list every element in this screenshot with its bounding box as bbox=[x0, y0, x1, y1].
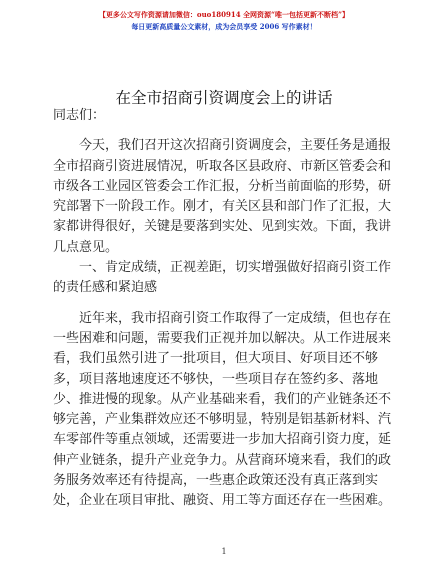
top-banner-line2: 每日更新高质量公文素材，成为会员享受 2006 写作素材！ bbox=[131, 22, 317, 31]
top-banner-line1: 【更多公文写作资源请加微信：ouo180914 全网资源“唯一包括更新不断档”】 bbox=[98, 10, 350, 19]
document-body bbox=[53, 106, 399, 512]
page-title: 在全市招商引资调度会上的讲话 bbox=[115, 89, 333, 107]
salutation: 同志们： bbox=[53, 108, 106, 123]
paragraph-intro: 今天，我们召开这次招商引资调度会，主要任务是通报全市招商引资进展情况，听取各区县政府、市新区管委会和市级各工业园区管委会工作汇报，分析当前面临的形势，研究部署下一阶段工作。刚才，有关区县和部门作了汇报，大家都讲得很好，关键是要落到实处、见到实效。下面，我讲几点意见。 bbox=[53, 138, 392, 255]
paragraph-section-1: 近年来，我市招商引资工作取得了一定成绩，但也存在一些困难和问题，需要我们正视并加以解决。从工作进展来看，我们虽然引进了一批项目，但大项目、好项目还不够多，项目落地速度还不够快，一些项目存在签约多、落地少、推进慢的现象。从产业基础来看，我们的产业链条还不够完善，产业集群效应还不够明显，特别是铝基新材料、汽车零部件等重点领域，还需要进一步加大招商引资力度，延伸产业链条，提升产业竞争力。从营商环境来看，我们的政务服务效率还有待提高，一些惠企政策还没有真正落到实处，企业在项目审批、融资、用工等方面还存在一些困难。 bbox=[53, 310, 392, 509]
page-number: 1 bbox=[221, 547, 227, 556]
section-heading-1: 一、肯定成绩，正视差距，切实增强做好招商引资工作的责任感和紧迫感 bbox=[53, 260, 392, 296]
